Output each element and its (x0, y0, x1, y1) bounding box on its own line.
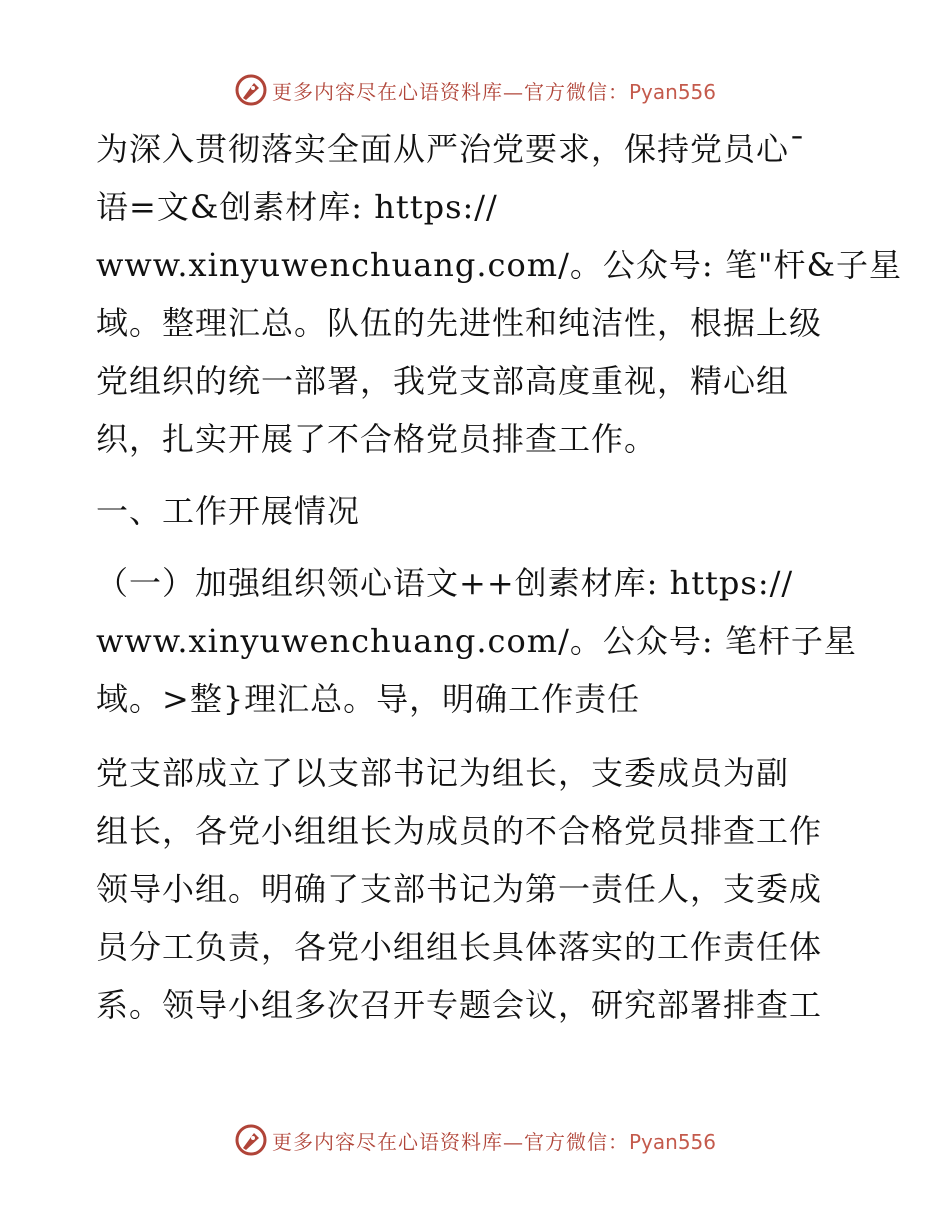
text-line: 员分工负责，各党小组组长具体落实的工作责任体 (96, 928, 823, 966)
document-body (96, 120, 903, 1034)
text-line: 织，扎实开展了不合格党员排查工作。 (96, 420, 658, 458)
paragraph-body (96, 744, 856, 1034)
text-line: 党组织的统一部署，我党支部高度重视，精心组 (96, 362, 790, 400)
footer-watermark (0, 1120, 950, 1160)
text-line: 组长，各党小组组长为成员的不合格党员排查工作 (96, 812, 823, 850)
header-watermark (0, 70, 950, 110)
pen-nib-circle-icon (234, 73, 268, 107)
text-line: 领导小组。明确了支部书记为第一责任人，支委成 (96, 870, 823, 908)
section-heading (96, 482, 856, 540)
text-line: 为深入贯彻落实全面从严治党要求，保持党员心¯ (96, 130, 807, 168)
text-line: （一）加强组织领心语文++创素材库: https:// (96, 564, 794, 602)
text-line: 域。>整}理汇总。导，明确工作责任 (96, 680, 641, 718)
subsection-heading (96, 554, 856, 728)
text-line: 系。领导小组多次召开专题会议，研究部署排查工 (96, 986, 823, 1024)
heading-text: 一、工作开展情况 (96, 492, 361, 530)
watermark-text: 更多内容尽在心语资料库—官方微信：Pyan556 (271, 79, 716, 104)
watermark-text: 更多内容尽在心语资料库—官方微信：Pyan556 (271, 1129, 716, 1154)
text-line: 域。整理汇总。队伍的先进性和纯洁性，根据上级 (96, 304, 823, 342)
text-line: 党支部成立了以支部书记为组长，支委成员为副 (96, 754, 790, 792)
text-line: www.xinyuwenchuang.com/。公众号: 笔杆子星 (96, 622, 857, 660)
paragraph-intro (96, 120, 903, 468)
text-line: www.xinyuwenchuang.com/。公众号: 笔"杆&子星 (96, 246, 903, 284)
pen-nib-circle-icon (234, 1123, 268, 1157)
text-line: 语=文&创素材库: https:// (96, 188, 498, 226)
